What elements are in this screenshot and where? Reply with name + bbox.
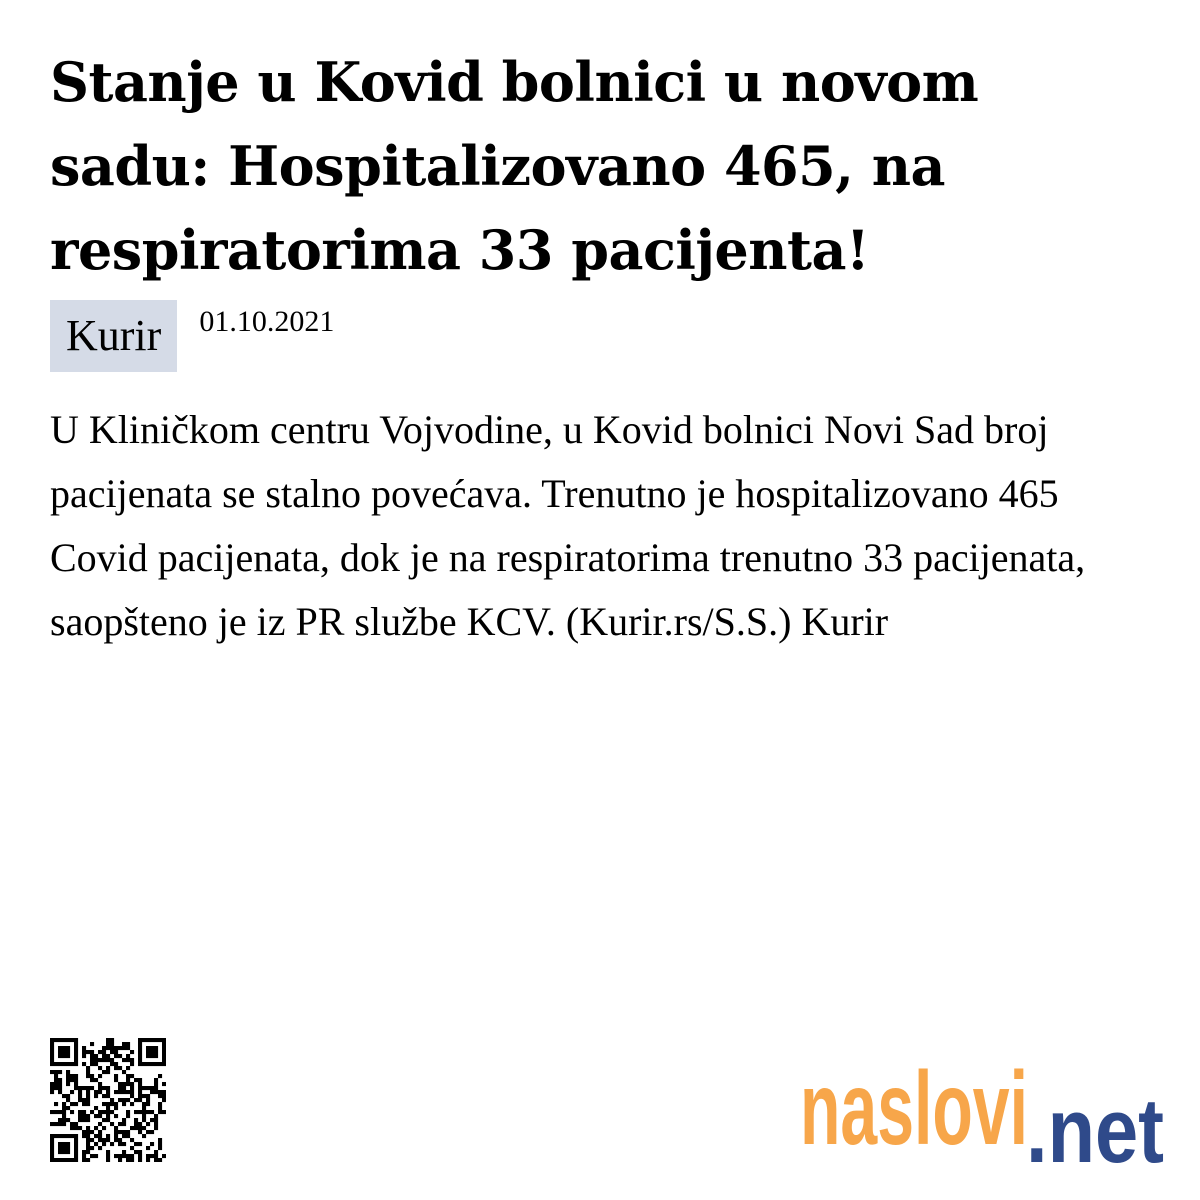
source-badge[interactable]: Kurir — [50, 300, 177, 372]
article-body: U Kliničkom centru Vojvodine, u Kovid bolnici Novi Sad broj pacijenata se stalno povećava. Trenutno je hospitalizovano 465 Covid pacijenata, dok je na respiratorima trenutno 33 pacijenata, saopšteno je iz PR službe KCV. (Kurir.rs/S.S.) Kurir — [50, 407, 1086, 644]
qr-code-icon — [50, 1038, 166, 1162]
logo-text-net: .net — [1026, 1080, 1164, 1168]
article-meta — [50, 300, 1150, 372]
article — [50, 40, 1150, 654]
publish-date: 01.10.2021 — [199, 305, 335, 338]
headline: Stanje u Kovid bolnici u novom sadu: Hospitalizovano 465, na respiratorima 33 pacijenta! — [50, 50, 979, 282]
logo-text-naslovi: naslovi — [800, 1058, 1028, 1167]
naslovi-logo[interactable] — [800, 1058, 1165, 1168]
